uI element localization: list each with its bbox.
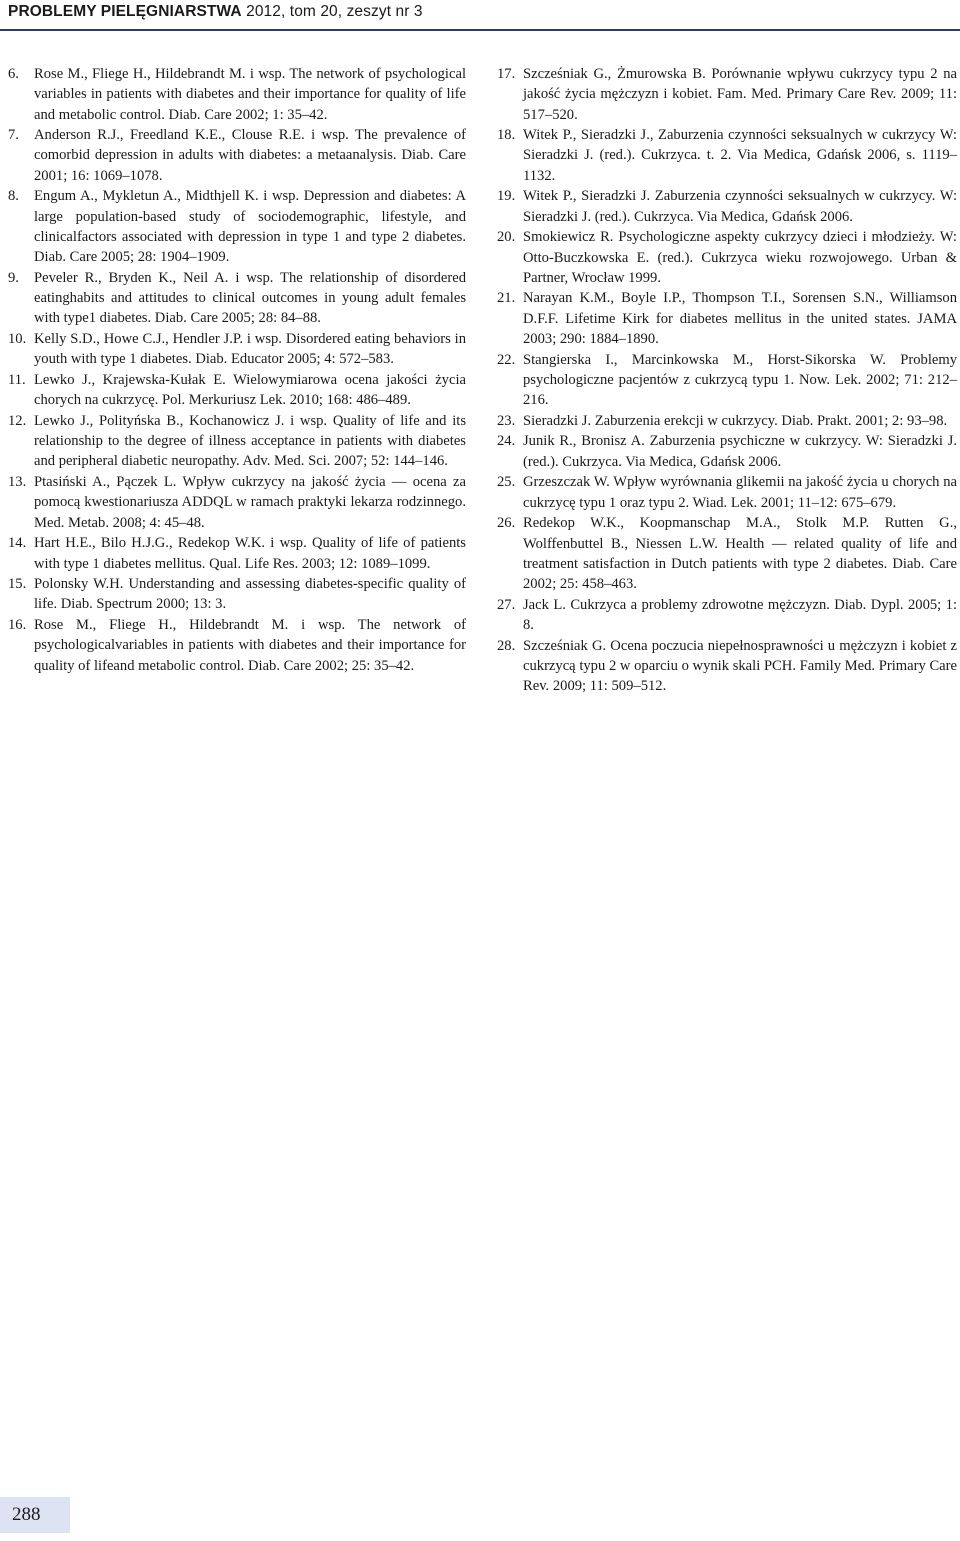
reference-text: Hart H.E., Bilo H.J.G., Redekop W.K. i wsp. Quality of life of patients with type 1 diabetes mellitus. Qual. Life Res. 2003; 12: 1089–1099. (34, 535, 466, 572)
reference-text: Anderson R.J., Freedland K.E., Clouse R.E. i wsp. The prevalence of comorbid depression in adults with diabetes: a metaanalysis. Diab. Care 2001; 16: 1069–1078. (34, 127, 466, 184)
references-right-column (497, 64, 957, 696)
reference-text: Polonsky W.H. Understanding and assessing diabetes-specific quality of life. Diab. Spectrum 2000; 13: 3. (34, 576, 466, 613)
running-header (0, 0, 960, 34)
reference-text: Junik R., Bronisz A. Zaburzenia psychiczne w cukrzycy. W: Sieradzki J. (red.). Cukrzyca. Via Medica, Gdańsk 2006. (523, 433, 957, 470)
reference-item (8, 533, 466, 574)
reference-item (497, 411, 957, 431)
reference-text: Witek P., Sieradzki J. Zaburzenia czynności seksualnych w cukrzycy. W: Sieradzki J. (red.). Cukrzyca. Via Medica, Gdańsk 2006. (523, 188, 957, 225)
reference-text: Grzeszczak W. Wpływ wyrównania glikemii na jakość życia u chorych na cukrzycę typu 1 oraz typu 2. Wiad. Lek. 2001; 11–12: 675–679. (523, 474, 957, 511)
reference-item (8, 472, 466, 533)
reference-number: 15. (8, 576, 27, 593)
reference-number: 16. (8, 616, 27, 633)
reference-item (8, 615, 466, 676)
reference-number: 12. (8, 412, 27, 429)
reference-text: Szcześniak G., Żmurowska B. Porównanie wpływu cukrzycy typu 2 na jakość życia mężczyzn i kobiet. Fam. Med. Primary Care Rev. 2009; 11: 517–520. (523, 66, 957, 123)
reference-number: 9. (8, 269, 19, 286)
reference-text: Engum A., Mykletun A., Midthjell K. i wsp. Depression and diabetes: A large population-based study of sociodemographic, lifestyle, and clinicalfactors associated with depression in type 1 and type 2 diabetes. Diab. Care 2005; 28: 1904–1909. (34, 188, 466, 266)
journal-title: PROBLEMY PIELĘGNIARSTWA (8, 3, 242, 20)
reference-number: 26. (497, 515, 516, 532)
reference-number: 21. (497, 290, 516, 307)
reference-text: Lewko J., Krajewska-Kułak E. Wielowymiarowa ocena jakości życia chorych na cukrzycę. Pol. Merkuriusz Lek. 2010; 168: 486–489. (34, 371, 466, 409)
reference-item (497, 125, 957, 186)
reference-text: Sieradzki J. Zaburzenia erekcji w cukrzycy. Diab. Prakt. 2001; 2: 93–98. (523, 412, 948, 429)
reference-item (8, 268, 466, 329)
reference-number: 8. (8, 188, 19, 205)
reference-text: Ptasiński A., Pączek L. Wpływ cukrzycy na jakość życia — ocena za pomocą kwestionariusza ADDQL w ramach praktyki lekarza rodzinnego. Med. Metab. 2008; 4: 45–48. (34, 474, 466, 531)
reference-number: 10. (8, 331, 27, 348)
reference-text: Smokiewicz R. Psychologiczne aspekty cukrzycy dzieci i młodzieży. W: Otto-Buczkowska E. (red.). Cukrzyca wieku rozwojowego. Urban & Partner, Wrocław 1999. (523, 229, 957, 286)
reference-item (8, 329, 466, 370)
reference-number: 19. (497, 188, 516, 205)
reference-number: 14. (8, 535, 27, 552)
reference-number: 17. (497, 66, 516, 82)
reference-number: 6. (8, 66, 19, 82)
header-text (8, 3, 423, 21)
reference-item (8, 186, 466, 267)
reference-text: Witek P., Sieradzki J., Zaburzenia czynności seksualnych w cukrzycy W: Sieradzki J. (red.). Cukrzyca. t. 2. Via Medica, Gdańsk 2006, s. 1119–1132. (523, 127, 957, 184)
references-left-column (8, 64, 466, 676)
reference-number: 11. (8, 371, 26, 388)
reference-number: 13. (8, 474, 27, 491)
reference-item (497, 636, 957, 697)
reference-item (497, 472, 957, 513)
reference-text: Peveler R., Bryden K., Neil A. i wsp. The relationship of disordered eatinghabits and attitudes to clinical outcomes in young adult females with type1 diabetes. Diab. Care 2005; 28: 84–88. (34, 269, 466, 327)
reference-item (8, 64, 466, 125)
reference-text: Rose M., Fliege H., Hildebrandt M. i wsp. The network of psychological variables in patients with diabetes and their importance for quality of life and metabolic control. Diab. Care 2002; 1: 35–42. (34, 66, 466, 123)
reference-item (8, 370, 466, 411)
reference-item (497, 186, 957, 227)
reference-number: 28. (497, 637, 516, 654)
reference-number: 27. (497, 596, 516, 613)
reference-item (497, 595, 957, 636)
reference-item (8, 574, 466, 615)
reference-text: Kelly S.D., Howe C.J., Hendler J.P. i wsp. Disordered eating behaviors in youth with type 1 diabetes. Diab. Educator 2005; 4: 572–583. (34, 331, 466, 368)
reference-text: Szcześniak G. Ocena poczucia niepełnosprawności u mężczyzn i kobiet z cukrzycą typu 2 w oparciu o wynik skali PCH. Family Med. Primary Care Rev. 2009; 11: 509–512. (523, 637, 957, 695)
reference-text: Stangierska I., Marcinkowska M., Horst-Sikorska W. Problemy psychologiczne pacjentów z cukrzycą typu 1. Now. Lek. 2002; 71: 212–216. (523, 351, 957, 409)
page-number: 288 (12, 1504, 41, 1525)
reference-item (497, 431, 957, 472)
reference-item (497, 227, 957, 288)
reference-item (497, 350, 957, 411)
page-number-box (0, 1497, 70, 1533)
reference-number: 25. (497, 474, 516, 491)
reference-number: 20. (497, 229, 516, 246)
reference-item (497, 64, 957, 125)
header-rule (0, 29, 960, 31)
reference-text: Lewko J., Polityńska B., Kochanowicz J. i wsp. Quality of life and its relationship to the degree of illness acceptance in patients with diabetes and peripheral diabetic neuropathy. Adv. Med. Sci. 2007; 52: 144–146. (34, 412, 466, 470)
reference-text: Redekop W.K., Koopmanschap M.A., Stolk M.P. Rutten G., Wolffenbuttel B., Niessen L.W. Health — related quality of life and treatment satisfaction in Dutch patients with type 2 diabetes. Diab. Care 2002; 25: 458–463. (523, 515, 957, 593)
reference-item (8, 125, 466, 186)
reference-number: 7. (8, 127, 19, 144)
reference-text: Rose M., Fliege H., Hildebrandt M. i wsp. The network of psychologicalvariables in patients with diabetes and their importance for quality of lifeand metabolic control. Diab. Care 2002; 25: 35–42. (34, 616, 466, 674)
reference-number: 22. (497, 351, 516, 368)
reference-text: Jack L. Cukrzyca a problemy zdrowotne mężczyzn. Diab. Dypl. 2005; 1: 8. (523, 596, 957, 633)
reference-item (497, 288, 957, 349)
reference-number: 18. (497, 127, 516, 144)
reference-item (8, 411, 466, 472)
reference-text: Narayan K.M., Boyle I.P., Thompson T.I., Sorensen S.N., Williamson D.F.F. Lifetime Kirk for diabetes mellitus in the united states. JAMA 2003; 290: 1884–1890. (523, 290, 957, 348)
reference-item (497, 513, 957, 594)
reference-number: 23. (497, 412, 516, 429)
reference-number: 24. (497, 433, 516, 450)
issue-info: 2012, tom 20, zeszyt nr 3 (241, 3, 423, 20)
